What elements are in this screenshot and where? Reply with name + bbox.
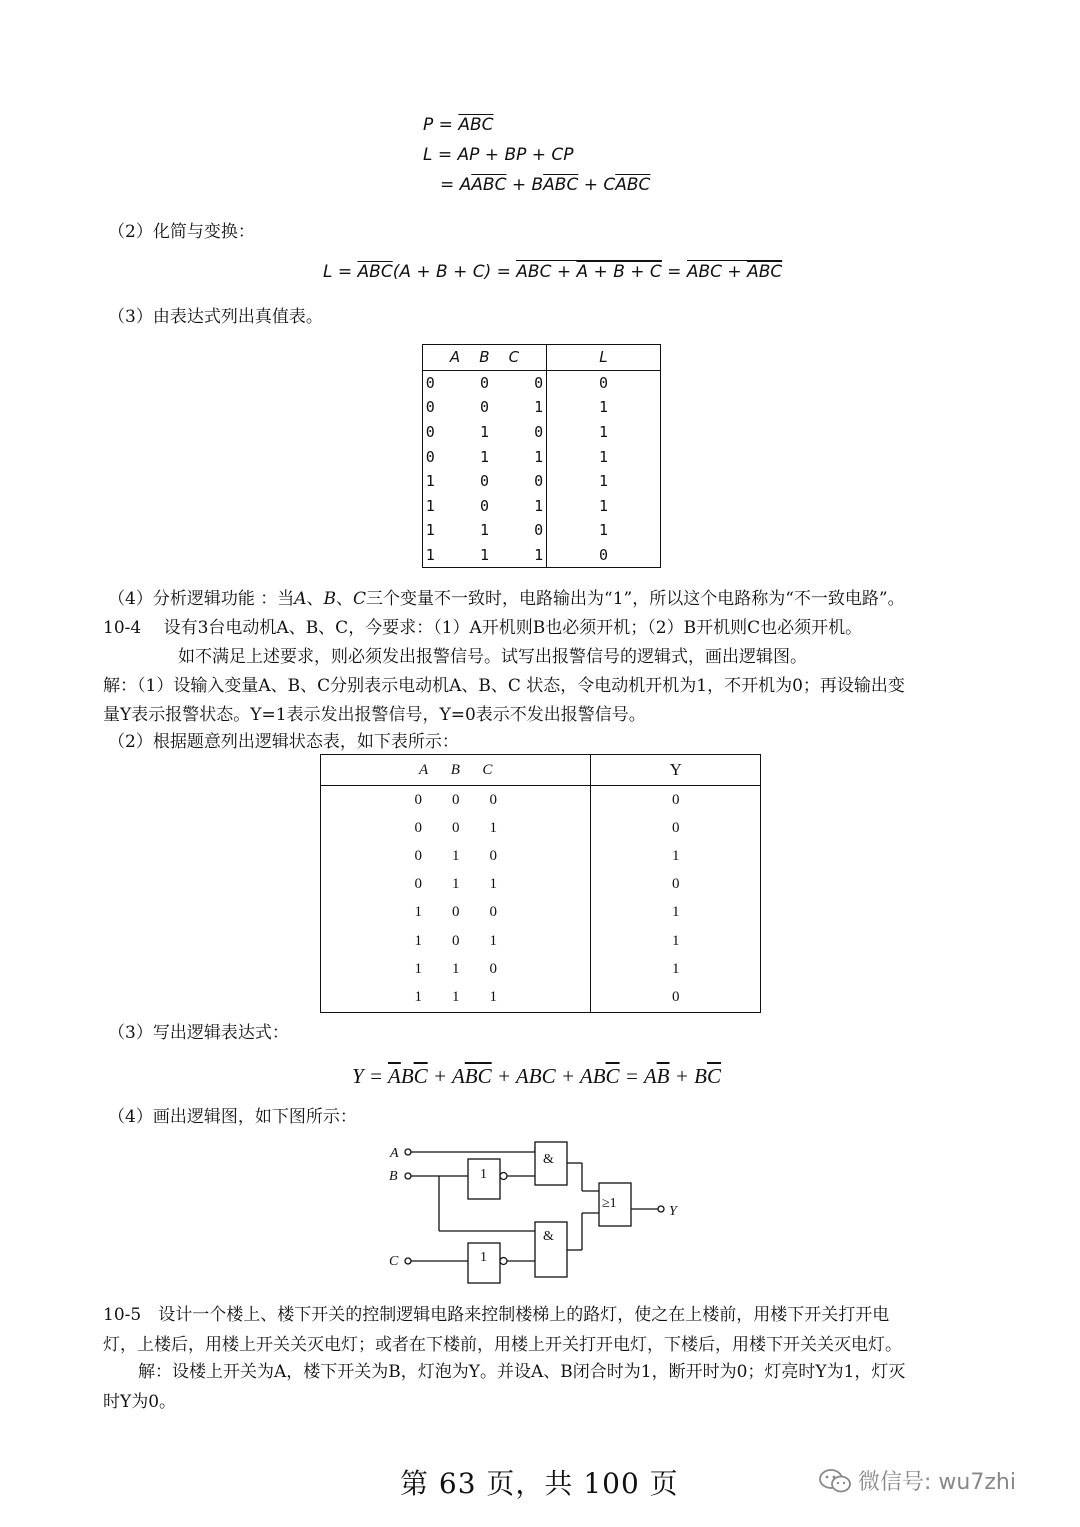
- table-1-cell: 1: [425, 521, 435, 540]
- table-1-cell: 1: [425, 472, 435, 491]
- and-gate-2-label: &: [543, 1229, 554, 1244]
- table-1-cell: 0: [534, 521, 544, 540]
- table-1-output: 0: [598, 546, 608, 565]
- label-output-y: Y: [669, 1204, 677, 1219]
- formula-simplified: $L = \overline{ABC}(A + B + C)$ = ABC + A + B + C = ABC + $\overline{A}\overline{B}\overline{C}$: [323, 262, 783, 282]
- table1-output-header: L: [546, 345, 660, 371]
- table-2-cell: 1: [451, 847, 460, 864]
- table-1-output: 1: [598, 423, 608, 442]
- table-1-cell: 1: [534, 447, 544, 466]
- table-1-cell: 1: [425, 546, 435, 565]
- table-2-cell: 0: [414, 847, 422, 864]
- table-2-cell: 1: [451, 960, 460, 977]
- table-2-output: 0: [671, 819, 680, 836]
- label-input-a: A: [390, 1146, 399, 1161]
- input-b-terminal: [405, 1173, 411, 1179]
- table-1-cell: 1: [425, 496, 435, 515]
- label-input-b: B: [389, 1169, 398, 1184]
- and-gate-1-label: &: [543, 1152, 554, 1167]
- table-2-row: [321, 786, 761, 815]
- table-2-cell: 0: [414, 876, 422, 893]
- table-1-row: [423, 395, 661, 420]
- table-2-inputs: [321, 786, 591, 815]
- table-2-inputs: [321, 871, 591, 899]
- table-2-cell: 1: [451, 876, 460, 893]
- table-1-inputs: [423, 444, 547, 469]
- solution-step3: （3）写出逻辑表达式：: [108, 1023, 289, 1043]
- table-1-cell: 0: [425, 373, 435, 392]
- table-1-cell: 1: [479, 423, 489, 442]
- table-1-row: [423, 370, 661, 395]
- truth-table-2: [320, 754, 761, 1013]
- table-2-output: 1: [671, 847, 680, 864]
- table-2-inputs: [321, 955, 591, 983]
- truth-table-1: [422, 344, 661, 568]
- table-1-cell: 1: [534, 546, 544, 565]
- formula-p: $P = \overline{ABC}$: [423, 115, 494, 135]
- table-1-cell: 0: [479, 373, 489, 392]
- table-1-row: [423, 469, 661, 494]
- page-footer: 第 63 页，共 100 页: [400, 1467, 679, 1500]
- table-1-cell: 0: [534, 423, 544, 442]
- table-1-cell: 0: [479, 496, 489, 515]
- output-y-terminal: [658, 1206, 664, 1212]
- watermark-text: 微信号: wu7zhi: [858, 1470, 1016, 1495]
- input-a-terminal: [405, 1149, 411, 1155]
- table2-output-header: Y: [591, 755, 761, 786]
- table-2-row: [321, 899, 761, 927]
- table-1-cell: 0: [479, 472, 489, 491]
- table-2-cell: 1: [414, 960, 422, 977]
- table-1-cell: 1: [479, 521, 489, 540]
- table-2-cell: 0: [489, 904, 497, 921]
- table-2-inputs: [321, 927, 591, 955]
- table-2-output: 1: [671, 904, 680, 921]
- table-1-cell: 0: [479, 398, 489, 417]
- table-2-cell: 0: [451, 791, 460, 808]
- step-2-label: （2）化简与变换：: [108, 222, 255, 242]
- table-2-cell: 1: [414, 932, 422, 949]
- table-2-cell: 0: [414, 819, 422, 836]
- solution-step4: （4）画出逻辑图，如下图所示：: [108, 1107, 357, 1127]
- problem-10-4-line1: 10-4 设有3台电动机A、B、C，今要求：（1）A开机则B也必须开机；（2）B开机则C也必须开机。: [103, 618, 863, 638]
- table-2-cell: 0: [451, 932, 460, 949]
- table-1-cell: 1: [534, 496, 544, 515]
- table-1-inputs: [423, 395, 547, 420]
- table-1-cell: 1: [534, 398, 544, 417]
- table-1-inputs: [423, 543, 547, 568]
- table-1-cell: 1: [479, 447, 489, 466]
- table-1-output: 1: [598, 447, 608, 466]
- table-2-cell: 1: [414, 988, 422, 1005]
- formula-l2: = $A\overline{ABC} + B\overline{ABC} + C\overline{ABC}$: [440, 175, 651, 195]
- table-2-cell: 0: [451, 904, 460, 921]
- step-4-analysis: （4）分析逻辑功能 ：当A、B、C三个变量不一致时，电路输出为“1”，所以这个电路称为“不一致电路”。: [108, 589, 905, 609]
- label-input-c: C: [389, 1254, 399, 1269]
- problem-10-5-solution-line2: 时Y为0。: [103, 1392, 177, 1412]
- table-2-row: [321, 927, 761, 955]
- table-2-row: [321, 871, 761, 899]
- table-1-inputs: [423, 518, 547, 543]
- table-1-cell: 0: [425, 447, 435, 466]
- solution-step2: （2）根据题意列出逻辑状态表，如下表所示：: [108, 732, 459, 752]
- table-2-cell: 0: [489, 960, 497, 977]
- table-2-cell: 0: [489, 847, 497, 864]
- table-2-cell: 1: [414, 904, 422, 921]
- table-1-row: [423, 420, 661, 445]
- table-2-output: 1: [671, 932, 680, 949]
- problem-10-4-line2: 如不满足上述要求，则必须发出报警信号。试写出报警信号的逻辑式，画出逻辑图。: [178, 647, 807, 667]
- table-2-cell: 0: [451, 819, 460, 836]
- watermark: [818, 1465, 1016, 1496]
- table-1-output: 1: [598, 521, 608, 540]
- table-2-output: 1: [671, 960, 680, 977]
- table-1-row: [423, 494, 661, 519]
- table-1-output: 0: [598, 373, 608, 392]
- table-2-output: 0: [671, 988, 680, 1005]
- table-2-cell: 0: [489, 791, 497, 808]
- table-1-cell: 1: [479, 546, 489, 565]
- table-1-inputs: [423, 494, 547, 519]
- solution-line1: 解：（1）设输入变量A、B、C分别表示电动机A、B、C 状态，令电动机开机为1，不开机为0；再设输出变: [103, 676, 905, 696]
- table-2-row: [321, 955, 761, 983]
- table-2-cell: 1: [489, 876, 497, 893]
- table-2-cell: 0: [414, 791, 422, 808]
- table-2-inputs: [321, 983, 591, 1012]
- table-1-row: [423, 444, 661, 469]
- not-gate-c-label: 1: [480, 1250, 487, 1265]
- table-2-row: [321, 842, 761, 870]
- table-2-row: [321, 983, 761, 1012]
- or-gate-label: ≥1: [602, 1196, 617, 1211]
- problem-10-5-solution-line1: 解：设楼上开关为A，楼下开关为B，灯泡为Y。并设A、B闭合时为1，断开时为0；灯亮时Y为1，灯灭: [138, 1362, 906, 1382]
- table1-input-header: A B C: [423, 345, 547, 371]
- step-3-label: （3）由表达式列出真值表。: [108, 307, 323, 327]
- input-c-terminal: [405, 1258, 411, 1264]
- table-1-output: 1: [598, 398, 608, 417]
- table-1-output: 1: [598, 496, 608, 515]
- logic-circuit-diagram: [380, 1135, 700, 1290]
- table-2-cell: 1: [489, 819, 497, 836]
- table-2-inputs: [321, 899, 591, 927]
- table-2-cell: 1: [489, 932, 497, 949]
- table-1-cell: 0: [534, 472, 544, 491]
- table-1-inputs: [423, 370, 547, 395]
- table-1-row: [423, 518, 661, 543]
- table2-input-header: A B C: [321, 755, 591, 786]
- table-1-cell: 0: [534, 373, 544, 392]
- table-2-cell: 1: [451, 988, 460, 1005]
- table-2-row: [321, 814, 761, 842]
- table-2-output: 0: [671, 876, 680, 893]
- table-2-output: 0: [671, 791, 680, 808]
- table-1-cell: 0: [425, 398, 435, 417]
- table-1-output: 1: [598, 472, 608, 491]
- table-2-cell: 1: [489, 988, 497, 1005]
- table-1-cell: 0: [425, 423, 435, 442]
- table-2-inputs: [321, 814, 591, 842]
- wechat-icon: [818, 1467, 852, 1495]
- not-gate-b-label: 1: [480, 1167, 487, 1182]
- solution-line2: 量Y表示报警状态。Y=1表示发出报警信号，Y=0表示不发出报警信号。: [103, 705, 646, 725]
- table-1-row: [423, 543, 661, 568]
- formula-l1: L = AP + BP + CP: [423, 145, 574, 165]
- problem-10-5-line1: 10-5 设计一个楼上、楼下开关的控制逻辑电路来控制楼梯上的路灯，使之在上楼前，用楼下开关打开电: [103, 1305, 890, 1325]
- table-1-inputs: [423, 420, 547, 445]
- formula-y: $Y = \overline{A}B\overline{C} + A\overline{B}\overline{C}$ + ABC + $AB\overline{C} = A\overline{B} + B\overline{C}$: [352, 1064, 722, 1088]
- table-2-inputs: [321, 842, 591, 870]
- problem-10-5-line2: 灯，上楼后，用楼上开关关灭电灯；或者在下楼前，用楼上开关打开电灯，下楼后，用楼下开关关灭电灯。: [103, 1335, 902, 1355]
- table-1-inputs: [423, 469, 547, 494]
